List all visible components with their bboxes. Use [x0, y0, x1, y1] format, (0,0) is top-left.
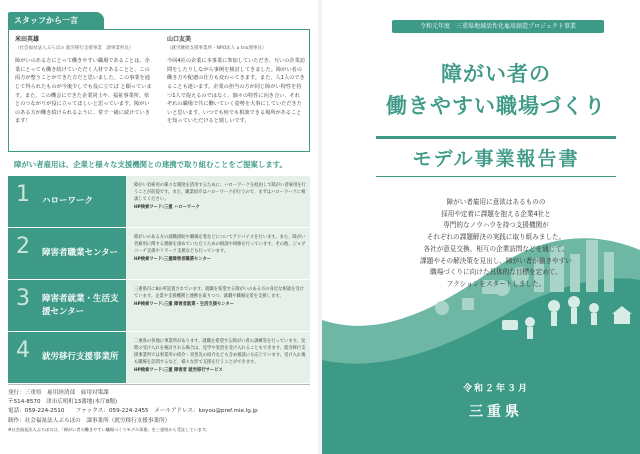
org-card-head: [8, 332, 126, 383]
staff-org-1: （社会福祉法人ぶろぼの 就労移行支援事業 課事業所長）: [15, 45, 134, 51]
publication-date: 令和２年３月: [462, 384, 529, 394]
org-label: 障害者職業センター: [42, 248, 119, 258]
org-desc-text: 障がい者雇用の様々な制度を活用するために、ハローワークを経由して障がい者雇用を行うことが前提です。また、職業紹介はハローワークが行うので、まずはハローワークに相談してください。: [134, 183, 306, 202]
lead-text: 障がい者雇用は、企業と様々な支援機関との連携で取り組むことをご提案します。: [14, 160, 287, 169]
project-banner: 令和元年度 三重県地域活性化雇用創造プロジェクト事業: [392, 20, 604, 33]
staff-heading: スタッフから一言: [8, 12, 104, 29]
org-hp-keyword: HP検索ワード:三重 障害者 就労移行サービス: [134, 368, 223, 373]
cover-title-line2: 働きやすい職場づくり: [386, 94, 606, 118]
intro-line: 障がい者雇用に意欲はあるものの: [446, 198, 546, 206]
intro-line: 課題やその解決策を見出し、障がい者が働きやすい: [420, 256, 572, 265]
org-card-vocational-center: [8, 228, 310, 279]
intro-line: 専門的なノウハウを持つ支援機関が: [443, 221, 549, 230]
org-card-hellowork: [8, 176, 310, 227]
intro-line: それぞれの課題解決の実践に取り組みました。: [426, 233, 566, 242]
org-hp-keyword: HP検索ワード:三重障害者職業センター: [134, 257, 212, 262]
staff-name-2: 山口友美: [167, 36, 192, 43]
back-cover-panel: [0, 0, 318, 454]
footer-address: 〒514-8570 津市広明町13番地(本庁8階): [8, 399, 118, 406]
staff-comment-box: [8, 29, 310, 152]
footer-note: ※社会福祉法人ぶろぼのは、「障がい者の働きやすい職場づくりモデル事業」を三重県から受託しています。: [8, 426, 210, 432]
org-description: [134, 338, 306, 374]
subtitle-rule: [376, 176, 616, 177]
footer-office: 制作：社会福祉法人ぶろぼの 課事業所（就労移行支援事業所）: [8, 417, 171, 424]
org-number: 4: [16, 338, 30, 363]
cover-title-line1: 障がい者の: [441, 62, 551, 86]
org-card-head: [8, 176, 126, 227]
org-desc-text: 三重県内に8か所設置されています。就職を希望する障がいのある方の身近な相談を受けています。企業や支援機関と連携を取りつつ、就職や職場定着を支援します。: [134, 287, 304, 299]
staff-org-2: （就労継続支援事業所・NPO法人 a trio理事長）: [167, 45, 267, 51]
footer-contact: 電話：059-224-2510 ファックス：059-224-2455 メールアドレス：koyou@pref.mie.lg.jp: [8, 408, 258, 415]
org-number: 3: [16, 286, 30, 311]
staff-name-1: 米田英雄: [15, 36, 40, 43]
staff-comment-1: [15, 36, 153, 126]
cover-intro: [376, 197, 616, 291]
org-number: 1: [16, 182, 30, 207]
footer-publisher: 発行：三重県 雇用経済部 雇用対策課: [8, 390, 109, 396]
org-label: 障害者就業・生活支援センター: [42, 293, 119, 317]
staff-comment-2: [167, 36, 305, 126]
org-label: ハローワーク: [42, 196, 94, 206]
staff-text-1: 障がいのある方にとって働きやすい職場であることは、企業にとっても働き続けていただく人材であることと、この両方が整うことができた方だと思いました。この事業を通じて得られたものが今後少しでも役に立てば と願っています。また、この機会にできた企業同士や、福祉事業所、県とのつながりが役に立ってほしいと思っています。障がいのある方が働き続けられるように、常で一緒に続けていきます！: [15, 58, 152, 125]
staff-text-2: 今回4社の企業に本事業に参加していただき、互いの企業訪問をしたりしながら事例を検討してきました。障がい者の働き方や配慮の仕方も変わってきます。また、人1人のできることも違います。企業の担当の方が同じ障がい特性を持つ1人で捉えるのではなく、個々の特性に向き合い、それぞれの職場で共に働いていく姿勢を大事にしていただきたいと思います。いつでも何でも相談できる場所があることを知っていただけると嬉しいです。: [167, 58, 305, 125]
org-desc-text: 障がいのある方の就職援助や職場定着などについてアドバイスを行います。また、障がい者雇用に関する理解を深めていただくための相談や研修を行っています。その他、ジョブコーチ支援やリワーク支援なども行っています。: [134, 235, 306, 254]
title-rule: [376, 136, 616, 139]
intro-line: 採用や定着に課題を抱える企業4社と: [441, 209, 551, 218]
org-description: [134, 286, 306, 308]
cover-subtitle: モデル事業報告書: [412, 148, 580, 170]
org-hp-keyword: HP検索ワード:三重 障害者就業・生活支援センター: [134, 302, 235, 307]
org-card-transition-support: [8, 332, 310, 383]
org-desc-text: 二重県の各地に事業所があります。就職を希望する障がい者の訓練等を行っています。実際の受け入れを検討される場合は、見学や実習を受け入れることもできます。就労移行支援事業所では事業所の紹介・実習先の紹介なども含め相談にも応じています。受け入れ後も職場を訪問するなど、様々な形で支援を行うことができます。: [134, 339, 306, 365]
org-description: [134, 234, 306, 263]
org-card-life-support-center: [8, 280, 310, 331]
publisher-footer: [8, 384, 310, 433]
prefecture-name: 三重県: [469, 404, 523, 420]
org-hp-keyword: HP検索ワード:三重 ハローワーク: [134, 205, 200, 210]
org-card-head: [8, 280, 126, 331]
intro-line: 職場づくりに向けた具体的な目標を定めて、: [430, 268, 562, 277]
org-card-head: [8, 228, 126, 279]
org-number: 2: [16, 234, 30, 259]
intro-line: 各社が意見交換、相互の企業訪問などを通じて、: [423, 244, 569, 253]
org-description: [134, 182, 306, 211]
intro-line: アクションをスタートしました。: [446, 279, 546, 288]
org-label: 就労移行支援事業所: [42, 352, 119, 362]
